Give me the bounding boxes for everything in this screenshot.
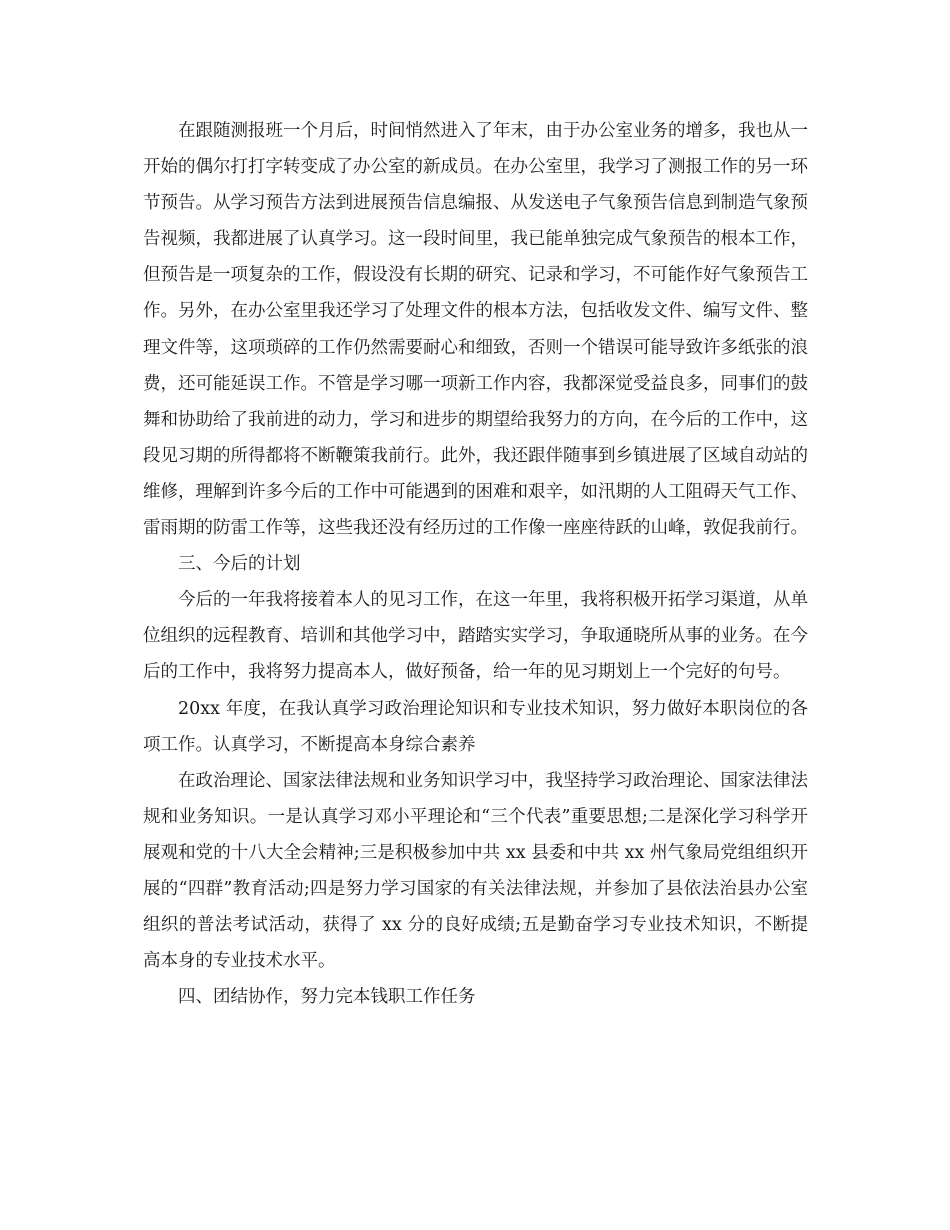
section-heading-teamwork: 四、团结协作，努力完本钱职工作任务: [178, 987, 476, 1008]
paragraph-political-study: 在政治理论、国家法律法规和业务知识学习中，我坚持学习政治理论、国家法律法规和业务知识。一是认真学习邓小平理论和“三个代表”重要思想;二是深化学习科学开展观和党的十八大全会精神;三是积极参加中共 xx 县委和中共 xx 州气象局党组组织开展的“四群”教育活动;四是努力学习国家的有关法律法规，并参加了县依法治县办公室组织的普法考试活动，获得了 xx 分的良好成绩;五是勤奋学习专业技术知识，不断提高本身的专业技术水平。: [143, 770, 808, 972]
document-body: [143, 113, 808, 1015]
paragraph-future-plan: 今后的一年我将接着本人的见习工作，在这一年里，我将积极开拓学习渠道，从单位组织的远程教育、培训和其他学习中，踏踏实实学习，争取通晓所从事的业务。在今后的工作中，我将努力提高本人，做好预备，给一年的见习期划上一个完好的句号。: [143, 590, 808, 683]
paragraph-annual-summary: 20xx 年度，在我认真学习政治理论知识和专业技术知识，努力做好本职岗位的各项工作。认真学习，不断提高本身综合素养: [143, 698, 808, 755]
paragraph-forecast-learning: 在跟随测报班一个月后，时间悄然进入了年末，由于办公室业务的增多，我也从一开始的偶尔打打字转变成了办公室的新成员。在办公室里，我学习了测报工作的另一环节预告。从学习预告方法到进展预告信息编报、从发送电子气象预告信息到制造气象预告视频，我都进展了认真学习。这一段时间里，我已能单独完成气象预告的根本工作，但预告是一项复杂的工作，假设没有长期的研究、记录和学习，不可能作好气象预告工作。另外，在办公室里我还学习了处理文件的根本方法，包括收发文件、编写文件、整理文件等，这项琐碎的工作仍然需要耐心和细致，否则一个错误可能导致许多纸张的浪费，还可能延误工作。不管是学习哪一项新工作内容，我都深觉受益良多，同事们的鼓舞和协助给了我前进的动力，学习和进步的期望给我努力的方向，在今后的工作中，这段见习期的所得都将不断鞭策我前行。此外，我还跟伴随事到乡镇进展了区域自动站的维修，理解到许多今后的工作中可能遇到的困难和艰辛，如汛期的人工阻碍天气工作、雷雨期的防雷工作等，这些我还没有经历过的工作像一座座待跃的山峰，敦促我前行。: [143, 121, 808, 539]
section-heading-future-plan: 三、今后的计划: [178, 554, 301, 575]
